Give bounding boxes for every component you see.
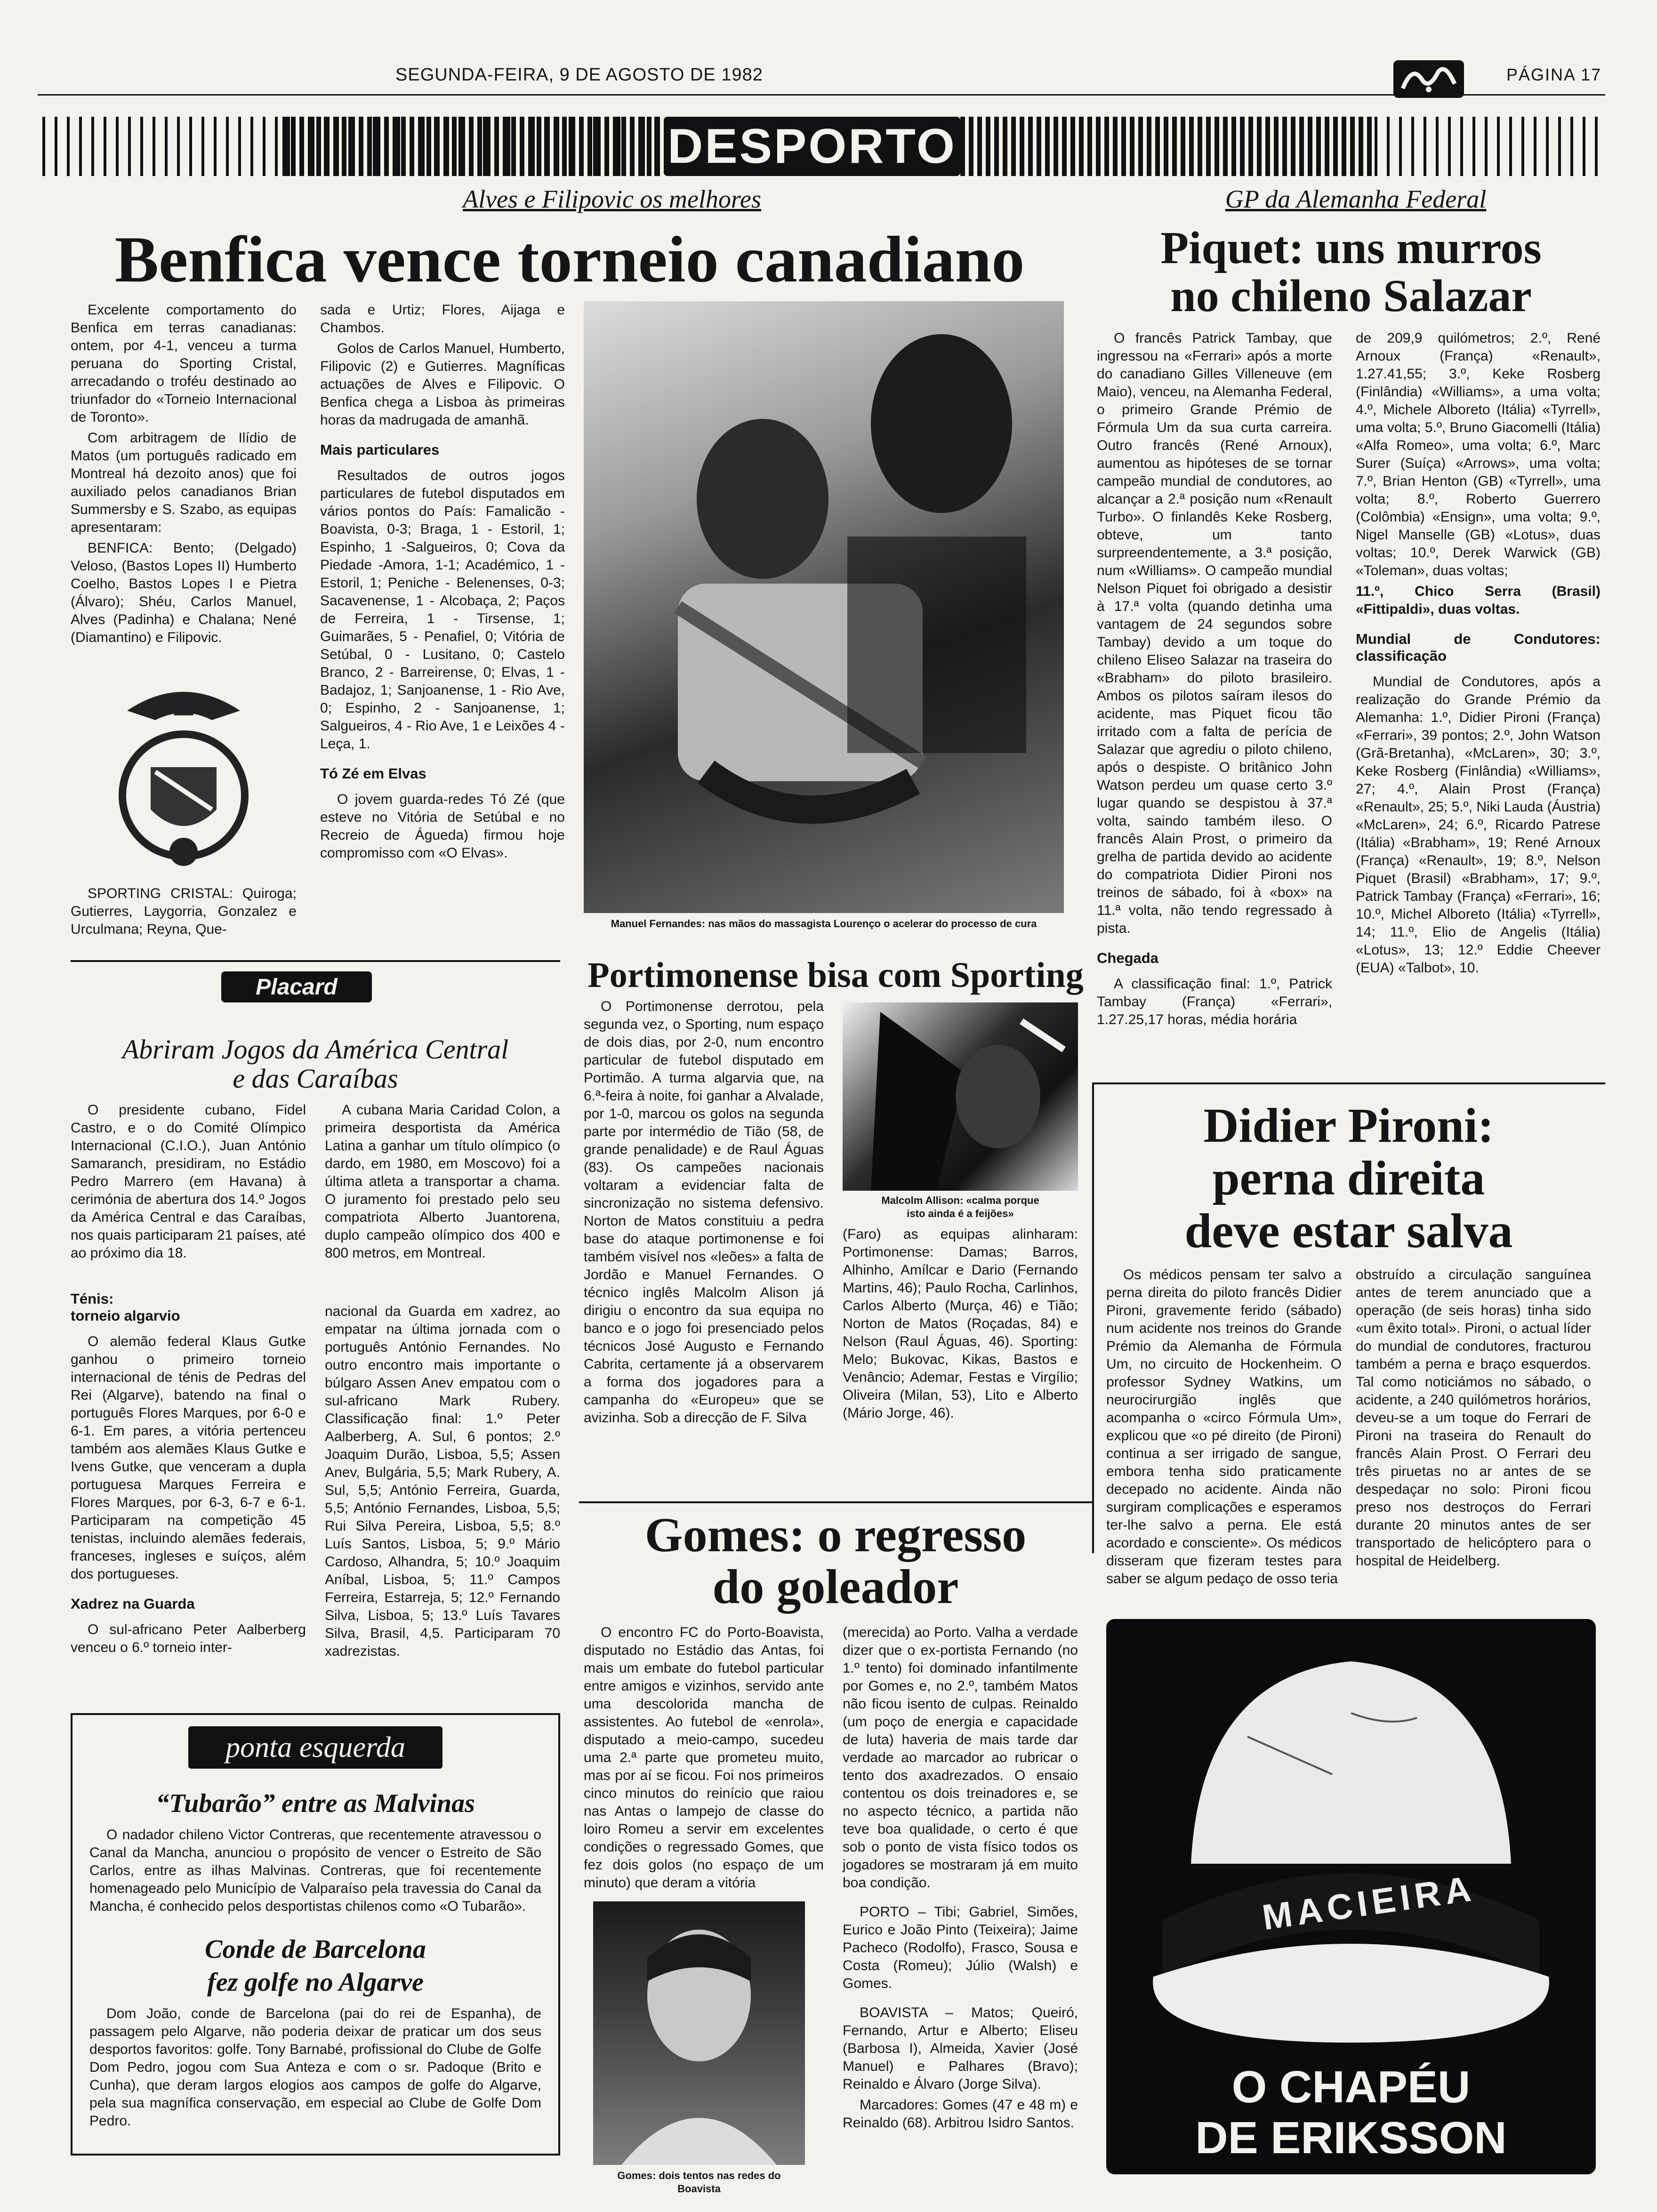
logo-mark-icon [1393,60,1464,98]
page-number: PÁGINA 17 [1506,65,1602,84]
piquet-col1 [1097,329,1332,1032]
gomes-col2 [843,1624,1078,2135]
placard-col1 [71,1101,306,1659]
mundial-title: Mundial de Condutores: classificação [1356,631,1601,664]
hat-brand-text: MACIEIRA [1260,1868,1478,1938]
banner-stripes-right [1375,117,1601,176]
allison-caption-1: Malcolm Allison: «calma porque [881,1194,1039,1206]
benfica-paragraph: Golos de Carlos Manuel, Humberto, Filipovic (2) e Gutierres. Magníficas actuações de Alves e Filipovic. O Benfica chega a Lisboa às primeiras horas da madrugada de amanhã. [320,341,565,428]
banner-stripes-right-dense [960,117,1375,176]
benfica-paragraph: Resultados de outros jogos particulares de futebol disputados em vários pontos do País: Famalicão - Boavista, 0-3; Braga, 1 - Estoril, 1; Espinho, 1 -Salgueiros, 0; Cova da Piedade -Amora, 1-1; Académico, 1 - Estoril, 1; Peniche - Belenenses, 0-3; Sacavenense, 1 - Alcobaça, 2; Paços de Ferreira, 1 - Tirsense, 1; Guimarães, 5 - Penafiel, 0; Vitória de Setúbal, 0 - Lusitano, 0; Castelo Branco, 2 - Barreirense, 0; Elvas, 1 - Badajoz, 1; Sanjoanense, 1 - Rio Ave, 0; Espinho, 2 - Sanjoanense, 1; Salgueiros, 4 - Rio Ave, 1 e Leixões 4 - Leça, 1. [320,468,565,752]
section-title: DESPORTO [668,119,957,174]
portimonense-col1 [584,998,824,1430]
portimonense-paragraph: O Portimonense derrotou, pela segunda vez, o Sporting, num espaço de dois dias, por 2-0, num encontro particular de futebol disputado em Portimão. A turma algarvia que, na 6.ª-feira à noite, foi ganhar a Alvalade, por 1-0, marcou os golos na segunda parte por intermédio de Tião (58, de grande penalidade) e de Raul Águas (83). Os campeões nacionais voltaram a evidenciar falta de sincronização no sistema defensivo. Norton de Matos constituiu a pedra base do ataque portimonense e foi também visível nos «leões» a falta de Jordão e Manuel Fernandes. O técnico inglês Malcolm Alison já dirigiu o encontro da sua equipa no banco e o jogo foi presenciado pelos técnicos José Augusto e Fernando Cabrita, certamente já a observarem a forma dos jogadores para a campanha do «Europeu» que se avizinha. Sob a direcção de F. Silva [584,999,824,1426]
xadrez-paragraph: nacional da Guarda em xadrez, ao empatar na última jornada com o português António Fernandes. No outro encontro mais importante o búlgaro Assen Anev empatou com o sul-africano Mark Rubery. Classificação final: 1.º Peter Aalberberg, A. Sul, 6 pontos; 2.º Joaquim Durão, Lisboa, 5,5; Assen Anev, Bulgária, 5,5; Mark Rubery, A. Sul, 5,5; António Ferreira, Guarda, 5,5; António Fernandes, Lisboa, 5,5; Rui Silva Pereira, Lisboa, 5,5; 8.º Luís Santos, Lisboa, 5; 9.º Mário Cardoso, Alhandra, 5; 10.º Joaquim Aníbal, Lisboa, 5; 11.º Campos Ferreira, Estarreja, 5; 12.º Fernando Silva, Lisboa, 5; 13.º Luís Tavares Silva, Brasil, 4,5. Participaram 70 xadrezistas. [325,1304,560,1659]
ad-line-2: DE ERIKSSON [1195,2113,1507,2163]
newspaper-logo [1393,60,1464,98]
placard-paragraph: A cubana Maria Caridad Colon, a primeira desportista da América Latina a ganhar um título olímpico (o dardo, em 1980, em Moscovo) foi a última atleta a transportar a chama. O juramento foi prestado pelo seu compatriota Alberto Juantorena, duplo campeão olímpico dos 400 e 800 metros, em Montreal. [325,1102,560,1261]
benfica-headline: Benfica vence torneio canadiano [114,223,1025,296]
tenis-title [71,1290,306,1324]
gomes-paragraph: (merecida) ao Porto. Valha a verdade dizer que o ex-portista Fernando (no 1.º tento) foi dominado infantilmente por Gomes e, no 2.º, também Matos não ficou isento de culpas. Reinaldo (um poço de energia e capacidade de luta) haveria de mais tarde dar verdade ao marcador ao rubricar o tento dos axadrezados. O ensaio contentou os dois treinadores e, se no aspecto técnico, a partida não teve boa qualidade, o certo é que sob o ponto de vista físico todos os jogadores se mostraram já em muito boa condição. [843,1625,1078,1891]
benfica-crest-icon [99,678,268,875]
chegada-paragraph: A classificação final: 1.º, Patrick Tambay (França) «Ferrari», 1.27.25,17 horas, média horária [1097,976,1332,1027]
allison-photo [843,1002,1078,1191]
player-portrait-icon [593,1901,805,2165]
macieira-ad [1106,1619,1596,2174]
piquet-headline-1: Piquet: uns murros [1160,223,1542,273]
masthead-rule [38,94,1605,96]
ponta-paragraph: O nadador chileno Victor Contreras, que recentemente atravessou o Canal da Mancha, anunciou o propósito de vencer o Estreito de São Carlos, entre as ilhas Malvinas. Contreras, que foi recentemente homenageado pelo Município de Valparaíso pela travessia do Canal da Mancha, é conhecido pelos desportistas chilenos como «O Tubarão». [89,1827,541,1914]
placard-headline-1: Abriram Jogos da América Central [122,1034,509,1065]
piquet-bold-result: 11.º, Chico Serra (Brasil) «Fittipaldi», duas voltas. [1356,584,1601,617]
pironi-col2 [1356,1266,1591,1573]
tenis-title-2: torneio algarvio [71,1307,180,1324]
gomes-caption-2: Boavista [677,2183,721,2195]
gomes-rule [579,1501,1092,1503]
piquet-paragraph: de 209,9 quilómetros; 2.º, René Arnoux (França) «Renault», 1.27.41,55; 3.º, Keke Rosberg (Finlândia) «Williams», a uma volta; 4.º, Michele Alboreto (Itália) «Tyrrell», uma volta; 5.º, Bruno Giacomelli (Itália) «Alfa Romeo», uma volta; 6.º, Marc Surer (Suíça) «Arrows», uma volta; 7.º, Brian Henton (GB) «Tyrrell», uma volta; 8.º, Roberto Guerrero (Colômbia) «Ensign», uma volta; 9.º, Nigel Manselle (GB) «Lotus», duas voltas; 10.º, Derek Warwick (GB) «Toleman», duas voltas; [1356,330,1601,578]
portimonense-col2 [843,1226,1078,1425]
pironi-headline-3: deve estar salva [1184,1204,1513,1258]
pironi-col1 [1106,1266,1342,1591]
ad-line-1: O CHAPÉU [1231,2062,1471,2112]
section-banner [664,117,960,176]
pironi-paragraph: Os médicos pensam ter salvo a perna direita do piloto francês Didier Pironi, gravemente ferido (sábado) num acidente nos treinos do Grande Prémio da Alemanha de Fórmula Um, no circuito de Hockenheim. O professor Sydney Watkins, um neurocirurgião inglês que acompanha o «circo Fórmula Um», explicou que «o pé direito (de Pironi) continua a ser irrigado de sangue, embora tenha sido praticamente decepado no acidente. Ainda não surgiram complicações e esperamos ter-lhe salvo a perna. Ele está acordado e consciente». Os médicos disseram que fizeram testes para saber se algum pedaço de osso teria [1106,1267,1342,1587]
benfica-photo [584,301,1064,913]
tenis-title-1: Ténis: [71,1290,114,1307]
portimonense-headline: Portimonense bisa com Sporting [587,955,1084,995]
xadrez-paragraph: O sul-africano Peter Aalberberg venceu o 6.º torneio inter- [71,1622,306,1655]
gomes-scorers: Marcadores: Gomes (47 e 48 m) e Reinaldo (68). Arbitrou Isidro Santos. [843,2097,1078,2131]
gomes-col1 [584,1624,824,1895]
benfica-paragraph: Com arbitragem de Ilídio de Matos (um português radicado em Montreal há dezoito anos) que foi auxiliado pelos canadianos Brian Summersby e S. Szabo, as equipas apresentaram: [71,430,297,535]
boavista-lineup: BOAVISTA – Matos; Queiró, Fernando, Artur e Alberto; Eliseu (Barbosa I), Almeida, Xavier (José Manuel) e Palhares (Bravo); Reinaldo e Álvaro (Jorge Silva). [843,2005,1078,2092]
ponta-title: ponta esquerda [225,1731,405,1763]
pironi-headline-2: perna direita [1212,1151,1485,1205]
benfica-subhead: Tó Zé em Elvas [320,765,426,782]
banner-stripes-left-dense [282,117,664,176]
ponta-paragraph: Dom João, conde de Barcelona (pai do rei de Espanha), de passagem pelo Algarve, não poderia deixar de praticar um dos seus desportos favoritos: golfe. Tony Barnabé, profissional do Clube de Golfe Dom Pedro, jogou com Sua Anteza e com o sr. Padoque (Brito e Cunha), que deram largos elogios aos campos de golfe do Algarve, pela sua magnífica conservação, em especial ao Clube de Golfe Dom Pedro. [89,2006,541,2129]
xadrez-title: Xadrez na Guarda [71,1595,195,1612]
benfica-paragraph: O jovem guarda-redes Tó Zé (que esteve no Vitória de Setúbal e no Recreio de Águeda) firmou hoje compromisso com «O Elvas». [320,792,565,861]
ponta-text-2 [89,2005,541,2133]
gomes-headline-1: Gomes: o regresso [644,1508,1027,1562]
ponta-headline-2b: fez golfe no Algarve [207,1968,424,1997]
pironi-paragraph: obstruído a circulação sanguínea antes de terem anunciado que a operação (de seis horas) tinha sido «um êxito total». Pironi, o actual líder do mundial de condutores, fracturou também a perna e braço esquerdos. Tal como noticiámos no sábado, o acidente, a 240 quilómetros horários, deveu-se a um toque do Ferrari de Pironi na traseira do Renault do francês Alain Prost. O Ferrari deu três piruetas no ar antes de se despedaçar no solo: Pironi ficou preso nos destroços do Ferrari durante 20 minutos antes de ser transportado de helicóptero para o hospital de Heidelberg. [1356,1267,1591,1569]
ponta-title-box [188,1726,442,1769]
piquet-headline-2: no chileno Salazar [1170,271,1532,321]
placard-col2 [325,1101,560,1663]
placard-label-box [221,971,372,1002]
ponta-text-1 [89,1826,541,1918]
benfica-col1 [71,301,297,649]
piquet-paragraph: O francês Patrick Tambay, que ingressou na «Ferrari» após a morte do canadiano Gilles Villeneuve (em Maio), venceu, na Alemanha Federal, o primeiro Grande Prémio de Fórmula Um da sua curta carreira. Outro francês (René Arnoux), aumentou as hipóteses de se tornar campeão mundial de condutores, ao alcançar a 2.ª posição num «Renault Turbo». O finlandês Keke Rosberg, obteve, um tanto surpreendentemente, a 3.ª posição, num «Williams». O campeão mundial Nelson Piquet foi obrigado a desistir à 17.ª volta (quando detinha uma vantagem de 24 segundos sobre Tambay) devido a um toque do chileno Eliseo Salazar na traseira do «Brabham» do piloto brasileiro. Ambos os pilotos saíram ilesos do acidente, mas Piquet ficou tão irritado com a falta de perícia de Salazar que agrediu o piloto chileno, após o despiste. O britânico John Watson perdeu um quase certo 3.º lugar quando se despistou à 37.ª volta, saindo também ileso. O francês Alain Prost, o primeiro da grelha de partida devido ao acidente do compatriota Didier Pironi nos treinos de sábado, foi à «box» na 11.ª volta, não tendo regressado à pista. [1097,330,1332,936]
gomes-headline-2: do goleador [712,1560,959,1614]
benfica-paragraph: sada e Urtiz; Flores, Aijaga e Chambos. [320,302,565,336]
benfica-kicker: Alves e Filipovic os melhores [463,185,761,213]
benfica-paragraph: SPORTING CRISTAL: Quiroga; Gutierres, Laygorria, Gonzalez e Urculmana; Reyna, Que- [71,886,297,937]
placard-headline-2: e das Caraíbas [233,1063,398,1094]
gomes-photo [593,1901,805,2165]
coach-figure-icon [843,1002,1078,1191]
benfica-paragraph: BENFICA: Bento; (Delgado) Veloso, (Bastos Lopes II) Humberto Coelho, Bastos Lopes I e Pietra (Álvaro); Shéu, Carlos Manuel, Alves (Padinha) e Chalana; Nené (Diamantino) e Filipovic. [71,540,297,645]
mundial-paragraph: Mundial de Condutores, após a realização do Grande Prémio da Alemanha: 1.º, Didier Pironi (França) «Ferrari», 39 pontos; 2.º, John Watson (Grã-Bretanha), «McLaren», 30; 3.º, Keke Rosberg (Finlândia) «Williams», 27; 4.º, Alain Prost (França) «Renault», 25; 5.º, Niki Lauda (Áustria) «McLaren», 24; 6.º, Ricardo Patrese (Itália) «Brabham», 19; René Arnoux (França) «Renault», 19; 8.º, Nelson Piquet (Brasil) «Brabham», 17; 9.º, Patrick Tambay (França) «Ferrari», 16; 10.º, Michel Alboreto (Itália) «Tyrrell», 14; 11.º, Elio de Angelis (Itália) «Lotus», 13; 12.º Eddie Cheever (EUA) «Talbot», 10. [1356,674,1601,976]
ponta-headline-2a: Conde de Barcelona [205,1935,426,1964]
benfica-paragraph: Excelente comportamento do Benfica em terras canadianas: ontem, por 4-1, venceu a turma peruana do Sporting Cristal, arrecadando o troféu destinado ao triunfador do «Torneio Internacional de Toronto». [71,302,297,425]
masthead-date: SEGUNDA-FEIRA, 9 DE AGOSTO DE 1982 [395,65,763,85]
placard-paragraph: O presidente cubano, Fidel Castro, e o do Comité Olímpico Internacional (C.I.O.), Juan António Samaranch, presidiram, no Estádio Pedro Marrero (em Havana) à cerimónia de abertura dos 14.º Jogos da América Central e das Caraíbas, nos quais participaram 21 países, até ao próximo dia 18. [71,1102,306,1261]
ponta-headline-1: “Tubarão” entre as Malvinas [156,1789,475,1818]
porto-lineup: PORTO – Tibi; Gabriel, Simões, Eurico e João Pinto (Teixeira); Jaime Pacheco (Rodolfo), Frasco, Sousa e Costa (Romeu); Júlio (Walsh) e Gomes. [843,1904,1078,1991]
massage-scene-icon [584,301,1064,913]
chegada-title: Chegada [1097,950,1158,966]
tenis-paragraph: O alemão federal Klaus Gutke ganhou o primeiro torneio internacional de ténis de Pedras del Rei (Algarve), batendo na final o português Flores Marques, por 6-0 e 6-1. Em pares, a vitória pertenceu também aos alemães Klaus Gutke e Ivens Gutke, que venceram a dupla portuguesa Marques Ferreira e Flores Marques, por 6-3, 6-7 e 6-1. Participaram na competição 45 tenistas, incluindo alemães federais, franceses, ingleses e suíços, além dos portugueses. [71,1334,306,1582]
piquet-col2 [1356,329,1601,980]
portimonense-paragraph: (Faro) as equipas alinharam: Portimonense: Damas; Barros, Alhinho, Amílcar e Dario (Fernando Martins, 46); Paulo Rocha, Carlinhos, Carlos Alberto (Murça, 46) e Tião; Norton de Matos (Roçadas, 84) e Nelson (Raul Águas, 46). Sporting: Melo; Bukovac, Kikas, Bastos e Venâncio; Ademar, Festas e Virgílio; Oliveira (Milan, 53), Lito e Alberto (Mário Jorge, 46). [843,1226,1078,1421]
benfica-photo-caption: Manuel Fernandes: nas mãos do massagista Lourenço o acelerar do processo de cura [611,918,1037,930]
pironi-headline-1: Didier Pironi: [1203,1098,1494,1153]
gomes-caption-1: Gomes: dois tentos nas redes do [617,2170,781,2181]
gomes-paragraph: O encontro FC do Porto-Boavista, disputado no Estádio das Antas, foi mais um embate do futebol particular entre amigos e vizinhos, servido ante uma descolorida mancha de assistentes. Ao futebol de «enrola», disputado a meio-campo, sucedeu uma 2.ª parte que prometeu muito, mas por aí se ficou. Foi nos primeiros cinco minutos do reinício que raiou nas Antas o lampejo de classe do loiro Romeu a servir em excelentes condições o regressado Gomes, que fez dois golos (no espaço de um minuto) que deram a vitória [584,1625,824,1891]
allison-caption-2: isto ainda é a feijões» [907,1208,1014,1219]
piquet-kicker: GP da Alemanha Federal [1225,185,1487,213]
placard-label: Placard [256,974,338,1000]
placard-rule [71,960,560,962]
benfica-col2 [320,301,565,865]
benfica-subhead: Mais particulares [320,441,440,458]
benfica-col1-tail [71,885,297,941]
benfica-crest [99,678,268,875]
